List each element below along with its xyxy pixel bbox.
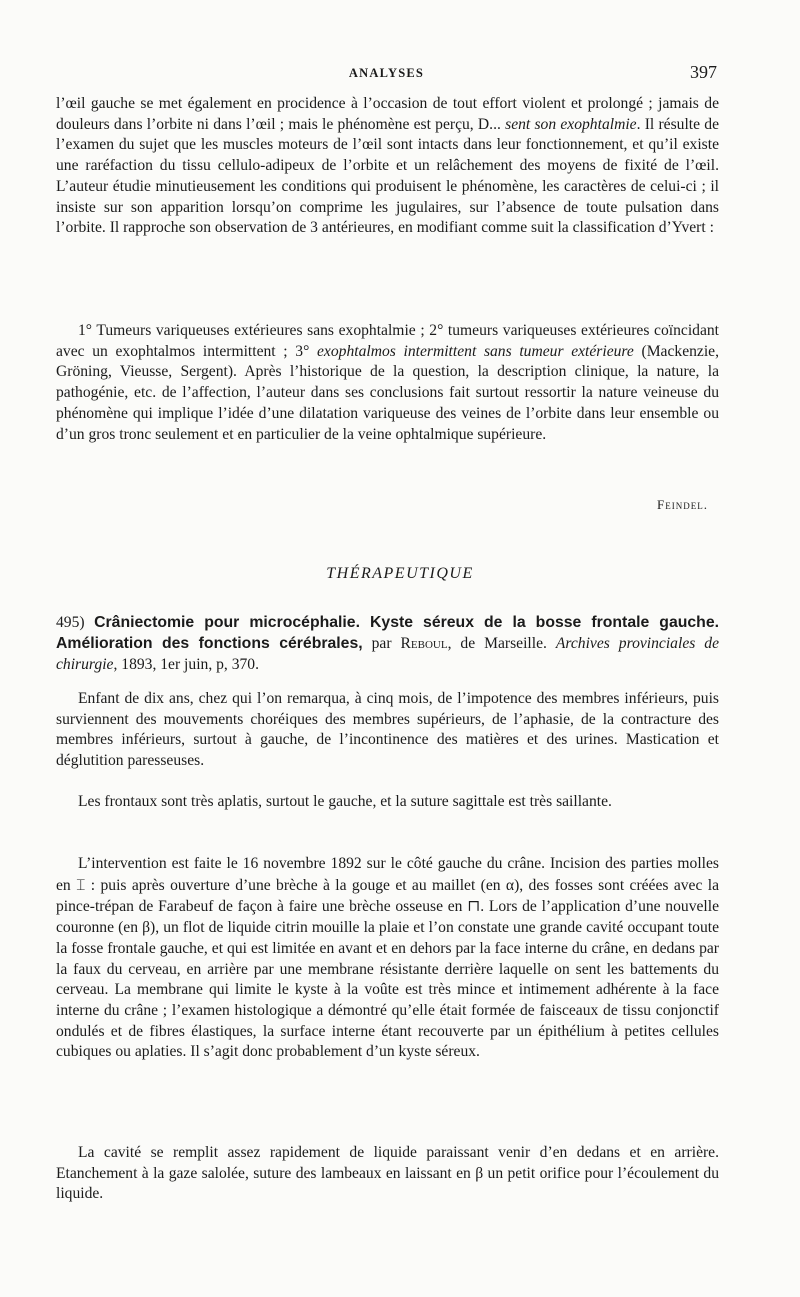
article-title: Crâniectomie pour microcéphalie. Kyste séreux de la bosse frontale gauche. Amélioration des fonctions cérébrales, [56,614,719,652]
paragraph-3: Enfant de dix ans, chez qui l’on remarqua, à cinq mois, de l’impotence des membres inférieurs, puis surviennent des mouvements choréiques des membres supérieurs, de l’aphasie, de la contracture des membres inférieurs, surtout à gauche, de l’incontinence des matières et des urines. Mastication et déglutition paresseuses. [56,690,719,770]
paragraph-4: Les frontaux sont très aplatis, surtout le gauche, et la suture sagittale est très saillante. [78,793,612,810]
signature: Feindel. [657,497,708,512]
paragraph-2 [56,321,719,445]
paragraph-5-text-a: L’intervention est faite le 16 novembre 1892 sur le côté gauche du crâne. Incision des parties molles en [56,855,719,894]
paragraph-2-italic: exophtalmos intermittent sans tumeur extérieure [317,342,634,360]
page-number: 397 [690,62,717,82]
incision-symbol: ⌶ [76,875,86,894]
article-number: 495) [56,614,95,631]
page-header [56,62,717,88]
paragraph-1-italic: sent son exophtalmie [505,115,637,133]
article-heading [56,612,719,675]
paragraph-5-text-c: . Lors de l’application d’une nouvelle couronne (en β), un flot de liquide citrin mouille la plaie et l’on constate une grande cavité occupant toute la fosse frontale gauche, et qui est limitée en avant et en dehors par la face interne du crâne, en dedans par la faux du cerveau, en arrière par une membrane résistante derrière laquelle on sent les battements du cerveau. La membrane qui limite le kyste à la voûte est très mince et intimement adhérente à la face interne du crâne ; l’examen histologique a démontré qu’elle était formée de faisceaux de tissu conjonctif ondulés et de fibres élastiques, la surface interne étant recouverte par un épithélium à petites cellules cubiques ou aplaties. Il s’agit donc probablement d’un kyste séreux. [56,898,719,1061]
paragraph-1-text-a: l’œil gauche se met également en procidence à l’occasion de tout effort violent et prolongé ; jamais de douleurs dans l’orbite ni dans l’œil ; mais le phénomène est perçu, D... [56,95,719,133]
paragraph-6: La cavité se remplit assez rapidement de liquide paraissant venir d’en dedans et en arrière. Etanchement à la gaze salolée, suture des lambeaux en laissant en β un petit orifice pour l’écoulement du liquide. [56,1144,719,1203]
paragraph-1-text-c: . Il résulte de l’examen du sujet que les muscles moteurs de l’œil sont intacts dans leur fonctionnement, et qu’il existe une raréfaction du tissu cellulo-adipeux de l’orbite et un relâchement des moyens de fixité de l’œil. L’auteur étudie minutieusement les conditions qui produisent le phénomène, les caractères de celui-ci ; il insiste sur son apparition lorsqu’on comprime les jugulaires, sur l’absence de toute pulsation dans l’orbite. Il rapproche son observation de 3 antérieures, en modifiant comme suit la classification d’Yvert : [56,115,720,237]
paragraph-2-text-a: 1° Tumeurs variqueuses extérieures sans exophtalmie ; 2° tumeurs variqueuses extérieures coïncidant avec un exophtalmos intermittent ; 3° [56,322,719,360]
article-journal: Archives provinciales de chirurgie [56,635,719,673]
article-author: Reboul [400,635,448,652]
paragraph-5 [56,854,719,1063]
paragraph-5-text-b: : puis après ouverture d’une brèche à la gouge et au maillet (en α), des fosses sont créées avec la pince-trépan de Farabeuf de façon à faire une brèche osseuse en [56,876,719,916]
running-head: ANALYSES [348,66,425,80]
paragraph-2-text-c: (Mackenzie, Gröning, Vieusse, Sergent). Après l’historique de la question, la description clinique, la nature, la pathogénie, etc. de l’affection, l’auteur dans ses conclusions fait surtout ressortir la nature veineuse du phénomène qui implique l’idée d’une dilatation variqueuse des veines de l’orbite dans leur ensemble ou d’un gros tronc seulement et en particulier de la veine ophtalmique supérieure. [56,342,719,443]
breche-symbol: ⊓ [467,897,481,916]
article-par: par [362,635,401,652]
article-place: , de Marseille. [447,635,556,652]
article-reference: , 1893, 1er juin, p, 370. [113,656,259,673]
paragraph-1 [56,94,719,239]
section-title: THÉRAPEUTIQUE [326,565,474,582]
